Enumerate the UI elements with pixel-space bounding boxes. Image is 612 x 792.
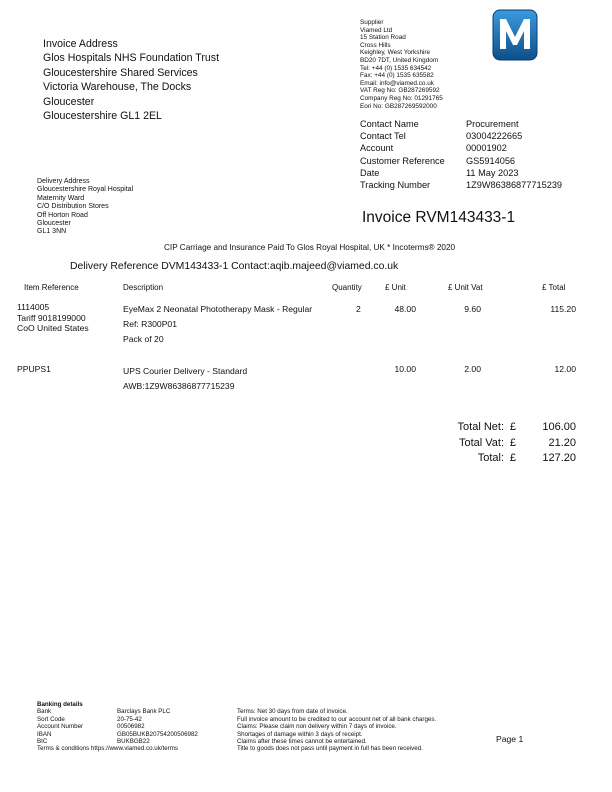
total-vat-row xyxy=(400,436,576,452)
terms-row xyxy=(37,745,577,752)
item-reference-cell xyxy=(17,302,89,334)
terms-line: Terms: Net 30 days from date of invoice. xyxy=(237,708,348,716)
bank-key: Sort Code xyxy=(37,715,65,723)
terms-line: Full invoice amount to be credited to our account net of all bank charges. xyxy=(237,715,437,723)
description-cell xyxy=(123,302,312,348)
col-total: £ Total xyxy=(542,283,566,292)
supplier-line: 15 Station Road xyxy=(360,34,406,42)
total-label: Total: xyxy=(477,452,504,465)
currency-symbol: £ xyxy=(509,421,516,433)
terms-line: Claims after these times cannot be entertained. xyxy=(237,738,367,746)
supplier-line: Fax: +44 (0) 1535 635582 xyxy=(360,72,434,80)
page-number: Page 1 xyxy=(496,734,524,744)
item-total: 12.00 xyxy=(554,364,576,374)
item-reference: 1114005 xyxy=(17,302,50,312)
contact-key: Contact Tel xyxy=(360,131,406,142)
item-reference: PPUPS1 xyxy=(17,364,51,374)
currency-symbol: £ xyxy=(509,452,516,465)
bank-value: Barclays Bank PLC xyxy=(117,708,171,716)
contact-value: GS5914056 xyxy=(466,155,516,166)
terms-link[interactable]: Terms & conditions https://www.viamed.co.uk/terms xyxy=(37,745,178,753)
delivery-address-line: Gloucester xyxy=(37,220,71,228)
invoice-address-line: Gloucestershire GL1 2EL xyxy=(43,110,162,123)
item-reference-cell xyxy=(17,364,51,375)
item-description: EyeMax 2 Neonatal Phototherapy Mask - Regular xyxy=(123,304,313,314)
item-pack: Pack of 20 xyxy=(123,334,164,345)
contact-value: Procurement xyxy=(466,119,519,129)
bank-key: Bank xyxy=(37,708,52,716)
supplier-line: Tel: +44 (0) 1535 634542 xyxy=(360,64,432,72)
col-description: Description xyxy=(123,283,164,292)
terms-line: Title to goods does not pass until payment in full has been received. xyxy=(237,745,423,753)
col-unit: £ Unit xyxy=(385,283,406,292)
terms-line: Shortages of damage within 3 days of receipt. xyxy=(237,730,363,738)
col-item-reference: Item Reference xyxy=(24,283,79,292)
contact-row xyxy=(360,118,586,130)
delivery-address-line: Maternity Ward xyxy=(37,194,85,202)
bank-row xyxy=(37,708,577,715)
footer xyxy=(37,701,577,753)
item-unit-price: 48.00 xyxy=(394,304,416,314)
item-origin: CoO United States xyxy=(17,323,89,334)
table-row xyxy=(0,364,612,394)
total-row xyxy=(400,451,576,467)
supplier-line: VAT Reg No: GB287269592 xyxy=(360,87,440,95)
invoice-address-heading: Invoice Address xyxy=(43,38,118,50)
total-value: 127.20 xyxy=(542,452,576,465)
item-description: UPS Courier Delivery - Standard xyxy=(123,366,248,376)
contact-key: Tracking Number xyxy=(360,180,431,191)
item-ref-code: Ref: R300P01 xyxy=(123,319,177,330)
invoice-address-line: Victoria Warehouse, The Docks xyxy=(43,81,192,94)
invoice-address-line: Gloucester xyxy=(43,95,95,108)
contact-key: Customer Reference xyxy=(360,155,445,166)
description-cell xyxy=(123,364,247,394)
supplier-line: BD20 7DT, United Kingdom xyxy=(360,56,439,64)
contact-value: 03004222665 xyxy=(466,131,523,142)
contact-key: Contact Name xyxy=(360,119,419,129)
contact-row xyxy=(360,142,586,154)
bank-value: 00506982 xyxy=(117,723,145,731)
col-quantity: Quantity xyxy=(332,283,362,292)
delivery-address-line: GL1 3NN xyxy=(37,228,67,236)
total-net-row xyxy=(400,420,576,436)
contact-row xyxy=(360,155,586,167)
total-net-label: Total Net: xyxy=(457,421,504,433)
col-unit-vat: £ Unit Vat xyxy=(448,283,483,292)
bank-value: 20-75-42 xyxy=(117,715,142,723)
contact-value: 00001902 xyxy=(466,143,507,154)
supplier-line: Company Reg No: 01291765 xyxy=(360,94,443,102)
delivery-reference: Delivery Reference DVM143433-1 Contact:aqib.majeed@viamed.co.uk xyxy=(70,261,399,272)
item-quantity: 2 xyxy=(356,304,361,314)
banking-heading: Banking details xyxy=(37,701,83,708)
item-awb: AWB:1Z9W86386877715239 xyxy=(123,381,235,392)
supplier-block xyxy=(360,19,443,110)
item-total: 115.20 xyxy=(550,304,576,314)
bank-value: BUKBGB22 xyxy=(117,738,150,746)
bank-row xyxy=(37,723,577,730)
delivery-address-line: Gloucestershire Royal Hospital xyxy=(37,186,134,194)
delivery-address-line: C/O Distribution Stores xyxy=(37,203,109,211)
contact-row xyxy=(360,130,586,142)
bank-key: Account Number xyxy=(37,723,84,731)
total-vat-label: Total Vat: xyxy=(458,436,504,449)
supplier-line: Cross Hills xyxy=(360,41,391,49)
delivery-address-line: Off Horton Road xyxy=(37,211,88,219)
invoice-address-line: Glos Hospitals NHS Foundation Trust xyxy=(43,52,220,65)
contact-row xyxy=(360,167,586,179)
supplier-line: Email: info@viamed.co.uk xyxy=(360,79,434,87)
item-unit-vat: 9.60 xyxy=(464,304,481,314)
viamed-logo xyxy=(492,9,538,61)
incoterms-line: CIP Carriage and Insurance Paid To Glos Royal Hospital, UK * Incoterms® 2020 xyxy=(164,243,456,252)
supplier-line: Keighley, West Yorkshire xyxy=(360,49,431,57)
contact-row xyxy=(360,179,586,191)
contact-value: 1Z9W86386877715239 xyxy=(466,180,563,191)
item-unit-price: 10.00 xyxy=(394,364,416,374)
delivery-address-heading: Delivery Address xyxy=(37,178,90,185)
table-row xyxy=(0,302,612,348)
total-net-value: 106.00 xyxy=(542,421,576,433)
supplier-line: Viamed Ltd xyxy=(360,26,393,34)
invoice-address-line: Gloucestershire Shared Services xyxy=(43,66,198,79)
supplier-line: Eori No: GB287269592000 xyxy=(360,102,437,110)
contact-key: Account xyxy=(360,143,394,154)
bank-key: IBAN xyxy=(37,730,52,738)
bank-value: GB05BUKB20754200506982 xyxy=(117,730,198,738)
invoice-address xyxy=(43,37,219,123)
invoice-title: Invoice RVM143433-1 xyxy=(362,209,516,226)
currency-symbol: £ xyxy=(509,436,516,449)
item-tariff: Tariff 9018199000 xyxy=(17,312,86,323)
delivery-address xyxy=(37,178,133,237)
totals-block xyxy=(400,420,576,467)
terms-line: Claims: Please claim non delivery within 7 days of invoice. xyxy=(237,723,397,731)
table-header xyxy=(0,283,612,295)
item-unit-vat: 2.00 xyxy=(464,364,481,374)
bank-key: BIC xyxy=(37,738,48,746)
total-vat-value: 21.20 xyxy=(548,436,576,449)
supplier-heading: Supplier xyxy=(360,19,384,26)
contact-key: Date xyxy=(360,167,380,178)
contact-details xyxy=(360,118,586,191)
viamed-logo-icon xyxy=(492,9,538,61)
contact-value: 11 May 2023 xyxy=(466,167,519,178)
bank-row xyxy=(37,716,577,723)
